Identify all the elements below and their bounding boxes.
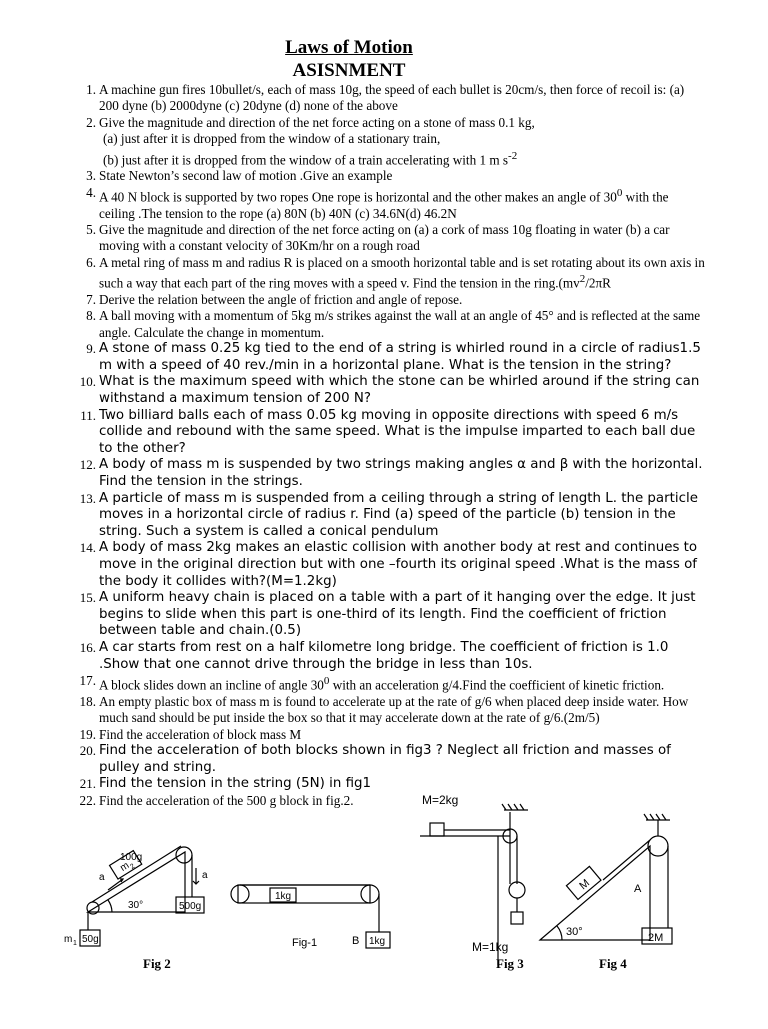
fig2-m2-sub: 2 [129, 862, 137, 871]
question-number: 3. [86, 168, 96, 184]
question-text: A particle of mass m is suspended from a ceiling through a string of length L. the particle moves in a horizontal circle of radius r. Find (a) speed of the particle (b) tension in the string. Such a system is called a conical pendulum [99, 490, 698, 539]
question-item [66, 408, 706, 458]
superscript: -2 [508, 149, 518, 162]
fig2-top-mass: 100g [120, 852, 143, 863]
fig2-angle: 30° [128, 900, 144, 911]
question-number: 10. [79, 374, 96, 390]
fig2-caption: Fig 2 [143, 956, 171, 971]
question-item [66, 743, 706, 776]
question-item [66, 374, 706, 407]
question-item [66, 168, 706, 184]
fig4-string [603, 840, 650, 880]
page-title: Laws of Motion [285, 37, 413, 58]
fig4-ceiling [644, 814, 670, 820]
question-text: Find the acceleration of the 500 g block in fig.2. [99, 792, 354, 808]
fig2-m1-label: m [64, 934, 73, 945]
question-item [66, 590, 706, 640]
question-text: Give the magnitude and direction of the net force acting on (a) a cork of mass 10g floating in water (b) a car moving with a constant velocity of 30Km/hr on a rough road [99, 222, 670, 254]
question-number: 16. [79, 639, 96, 655]
question-number: 22. [79, 792, 96, 808]
fig4-angle-arc [557, 926, 562, 940]
fig1-caption: Fig-1 [292, 937, 318, 949]
question-text: An empty plastic box of mass m is found to accelerate up at the rate of g/6 when placed deep inside water. How much sand should be put inside the box so that it may accelerate down at the rate of g/6.(2m/5) [99, 693, 689, 726]
fig3-pulley-bottom [509, 882, 525, 898]
question-text: What is the maximum speed with which the stone can be whirled around if the string can withstand a maximum tension of 200 N? [99, 374, 700, 407]
question-item [66, 727, 706, 743]
fig4-hanging-label: 2M [648, 932, 664, 944]
fig2-m2-label: m [118, 860, 132, 874]
question-text: A metal ring of mass m and radius R is placed on a smooth horizontal table and is set rotating about its own axis in such a way that each part of the ring moves with a speed v. Find the tension in the ring.(mv [99, 254, 705, 291]
question-item [66, 292, 706, 308]
fig3-caption: Fig 3 [496, 956, 524, 971]
fig2-acc-label: a [99, 872, 105, 883]
question-item [66, 491, 706, 541]
page-subtitle: ASISNMENT [292, 60, 406, 81]
question-number: 19. [79, 726, 96, 742]
fig2-hanging-label: 500g [179, 901, 202, 912]
fig2-down-arrow [193, 868, 199, 884]
question-text: A 40 N block is supported by two ropes One rope is horizontal and the other makes an angle of 30 [99, 189, 617, 205]
fig2-base-label: 50g [82, 934, 99, 945]
question-number: 17. [79, 673, 96, 689]
fig2-angle-arc [108, 900, 112, 912]
question-number: 5. [86, 222, 96, 238]
question-number: 7. [86, 292, 96, 308]
fig3-diagram [420, 804, 528, 965]
fig4-caption: Fig 4 [599, 956, 627, 971]
question-number: 8. [86, 308, 96, 324]
question-item [66, 540, 706, 590]
question-list [66, 82, 706, 809]
fig1-block-b-label: 1kg [369, 936, 386, 947]
fig4-pulley [648, 836, 668, 856]
question-text: Two billiard balls each of mass 0.05 kg moving in opposite directions with speed 6 m/s collide and rebound with the same speed. What is the impulse imparted to each ball due to the other? [99, 407, 696, 456]
question-item [66, 222, 706, 255]
question-number: 11. [80, 407, 96, 423]
fig1-label-b: B [352, 935, 360, 947]
question-text-cont: /2πR [585, 275, 611, 291]
question-text: A stone of mass 0.25 kg tied to the end of a string is whirled round in a circle of radius1.5 m with a speed of 40 rev./min in a horizontal plane. What is the tension in the string? [99, 341, 701, 373]
fig4-point-label: A [634, 883, 642, 895]
question-text: A body of mass m is suspended by two strings making angles α and β with the horizontal. Find the tension in the strings. [99, 457, 703, 490]
figures-svg [0, 780, 768, 1024]
fig4-diagram [540, 814, 672, 944]
question-text: Find the tension in the string (5N) in fig1 [99, 776, 372, 792]
question-text: A machine gun fires 10bullet/s, each of mass 10g, the speed of each bullet is 20cm/s, then force of recoil is: (a) 200 dyne (b) 2000dyne (c) 20dyne (d) none of the above [99, 82, 685, 114]
figures-area [0, 780, 768, 1024]
fig3-hanging-block [511, 912, 523, 924]
question-text: Give the magnitude and direction of the net force acting on a stone of mass 0.1 kg, [99, 114, 535, 130]
fig1-block-a-label: 1kg [275, 891, 292, 902]
question-item [66, 308, 706, 341]
question-text: A car starts from rest on a half kilometre long bridge. The coefficient of friction is 1.0 .Show that one cannot drive through the bridge in less than 10s. [99, 639, 669, 672]
question-text-cont: with an acceleration g/4.Find the coefficient of kinetic friction. [329, 677, 665, 693]
fig2-acc-label-2: a [202, 870, 208, 881]
fig1-pulley-left [231, 885, 249, 903]
question-number: 1. [86, 82, 96, 97]
question-number: 4. [86, 184, 96, 200]
question-text: A ball moving with a momentum of 5kg m/s strikes against the wall at an angle of 45° and is reflected at the same angle. Calculate the change in momentum. [99, 308, 701, 340]
fig4-angle: 30° [566, 926, 583, 938]
question-item [66, 185, 706, 222]
question-number: 12. [79, 457, 96, 473]
question-number: 15. [79, 590, 96, 606]
fig4-block-label: M [577, 877, 593, 893]
fig3-top-block [430, 823, 444, 836]
question-number: 21. [79, 776, 96, 792]
question-text: A block slides down an incline of angle 30 [99, 677, 324, 693]
fig2-m1-sub: 1 [73, 940, 77, 947]
question-item [66, 673, 706, 694]
question-number: 20. [79, 743, 96, 759]
question-item [66, 694, 706, 727]
superscript: 0 [616, 186, 623, 199]
question-part-b: (b) just after it is dropped from the window of a train accelerating with 1 m s [103, 152, 509, 168]
superscript: 2 [579, 273, 586, 286]
fig1-table [238, 885, 370, 903]
fig4-block [566, 866, 601, 899]
question-number: 18. [79, 693, 96, 709]
question-text: A uniform heavy chain is placed on a table with a part of it hanging over the edge. It just begins to slide when this part is one-third of its length. Find the coefficient of friction between table and chain.(0.5) [99, 590, 696, 639]
question-text: A body of mass 2kg makes an elastic collision with another body at rest and continues to move in the original direction but with one –fourth its original speed .What is the mass of the body it collides with?(M=1.2kg) [99, 540, 698, 589]
question-number: 6. [86, 254, 96, 270]
question-number: 2. [86, 114, 96, 130]
fig3-top-label: M=2kg [422, 793, 459, 807]
question-text: Derive the relation between the angle of friction and angle of repose. [99, 292, 463, 308]
question-number: 9. [86, 341, 96, 357]
fig3-ceiling [502, 804, 528, 810]
question-text: Find the acceleration of both blocks shown in fig3 ? Neglect all friction and masses of pulley and string. [99, 743, 671, 775]
question-item [66, 341, 706, 374]
question-item [66, 457, 706, 490]
question-text-cont: with the ceiling .The tension to the rope (a) 80N (b) 40N (c) 34.6N(d) 46.2N [99, 189, 669, 221]
question-text: Find the acceleration of block mass M [99, 726, 302, 742]
question-number: 13. [79, 490, 96, 506]
question-item [66, 82, 706, 115]
fig3-bottom-label: M=1kg [472, 940, 509, 954]
fig1-diagram [231, 885, 390, 949]
question-number: 14. [79, 540, 96, 556]
fig2-pulley [176, 847, 192, 863]
question-item [66, 115, 706, 169]
question-text: State Newton’s second law of motion .Give an example [99, 168, 393, 184]
fig2-diagram [64, 846, 208, 947]
superscript: 0 [323, 675, 330, 688]
question-item [66, 255, 706, 292]
question-part-a: (a) just after it is dropped from the window of a stationary train, [103, 131, 441, 147]
question-item [66, 640, 706, 673]
